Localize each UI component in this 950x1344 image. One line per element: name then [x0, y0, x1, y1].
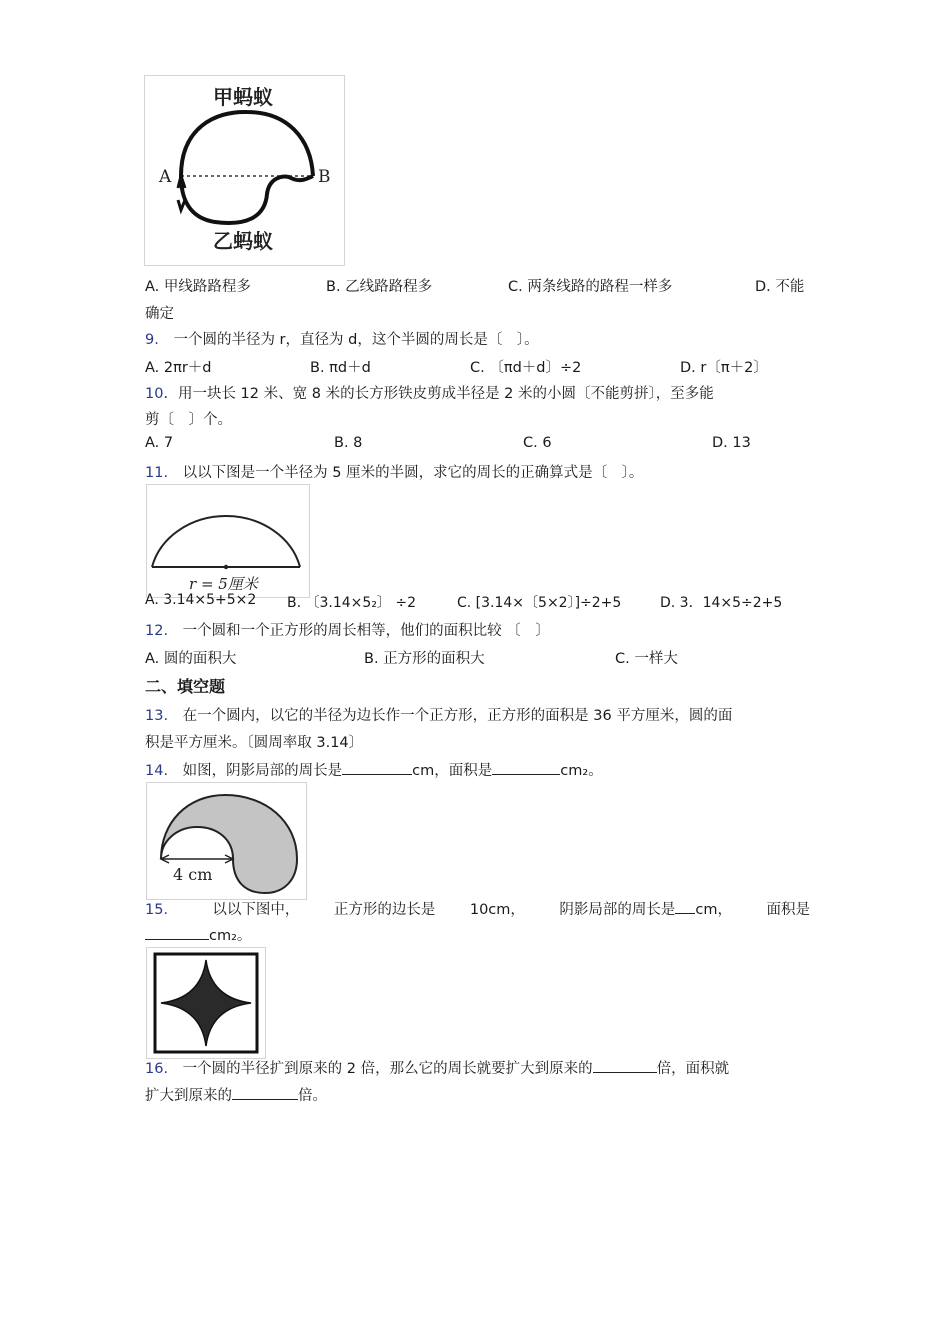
q10-option-d[interactable]: D. 13: [712, 435, 751, 451]
crescent-label: 4 cm: [173, 865, 213, 884]
question-number: 9.: [145, 332, 159, 348]
q16-text-d: 倍。: [298, 1088, 327, 1104]
q14-text-a: 如图，阴影局部的周长是: [182, 763, 343, 779]
q12-option-b[interactable]: B. 正方形的面积大: [364, 651, 485, 667]
q10-text-line2: 剪〔 〕个。: [145, 412, 232, 428]
q15-text-end: cm₂。: [209, 928, 252, 944]
q14-text-b: cm，面积是: [412, 763, 493, 779]
question-number: 13.: [145, 708, 169, 724]
question-number: 16.: [145, 1061, 169, 1077]
q15-word: 以以下图中，: [212, 902, 300, 918]
q11-text: 以以下图是一个半径为 5 厘米的半圆，求它的周长的正确算式是〔 〕。: [182, 465, 644, 481]
q12-option-c[interactable]: C. 一样大: [615, 651, 678, 667]
q8-option-d-wrap: 确定: [145, 306, 174, 322]
q10-option-c[interactable]: C. 6: [523, 435, 552, 451]
q15-area-blank[interactable]: [145, 924, 209, 940]
q16-perimeter-blank[interactable]: [593, 1057, 657, 1073]
question-number: 11.: [145, 465, 169, 481]
q9-option-b[interactable]: B. πd＋d: [310, 360, 371, 376]
semicircle-figure: [146, 484, 310, 598]
figure-label-bottom: 乙蚂蚁: [213, 229, 273, 253]
q10-question: [145, 382, 714, 403]
q9-text: 一个圆的半径为 r，直径为 d，这个半圆的周长是〔 〕。: [173, 332, 539, 348]
q10-option-a[interactable]: A. 7: [145, 435, 174, 451]
question-number: 14.: [145, 763, 169, 779]
figure-label-top: 甲蚂蚁: [213, 85, 273, 109]
q11-option-d[interactable]: D. 3．14×5÷2+5: [660, 595, 783, 611]
q12-text: 一个圆和一个正方形的周长相等，他们的面积比较 〔 〕: [182, 623, 550, 639]
q16-text-a: 一个圆的半径扩到原来的 2 倍，那么它的周长就要扩大到原来的: [182, 1061, 593, 1077]
q14-text-c: cm₂。: [560, 763, 603, 779]
q9-option-c[interactable]: C. 〔πd＋d〕÷2: [470, 360, 582, 376]
q8-option-a[interactable]: A. 甲线路路程多: [145, 279, 251, 295]
q14-question: [145, 759, 603, 780]
q9-question: [145, 328, 539, 349]
question-number: 15．: [145, 902, 178, 918]
figure-label-a: A: [159, 167, 172, 187]
q8-option-c[interactable]: C. 两条线路的路程一样多: [508, 279, 673, 295]
q16-text-b: 倍，面积就: [656, 1061, 730, 1077]
q13-text-line2: 积是平方厘米。〔圆周率取 3.14〕: [145, 735, 364, 751]
figure-label-b: B: [318, 167, 331, 187]
q15-question: [145, 898, 810, 919]
q15-word: 阴影局部的周长是: [559, 902, 676, 918]
q13-question: [145, 704, 732, 725]
q14-area-blank[interactable]: [492, 759, 560, 775]
q11-question: [145, 461, 643, 482]
q16-line2: [145, 1084, 327, 1105]
q10-option-b[interactable]: B. 8: [334, 435, 363, 451]
ant-path-figure: [144, 75, 345, 266]
q10-text-line1: ．用一块长 12 米、宽 8 米的长方形铁皮剪成半径是 2 米的小圆〔不能剪拼〕，至多能: [163, 386, 714, 402]
square-star-figure: [146, 947, 266, 1059]
q15-word: 正方形的边长是: [333, 902, 436, 918]
q15-line2: [145, 924, 251, 945]
q13-text-line1: 在一个圆内，以它的半径为边长作一个正方形，正方形的面积是 36 平方厘米，圆的面: [182, 708, 733, 724]
q11-option-b[interactable]: B. 〔3.14×5₂〕 ÷2: [287, 595, 417, 611]
q9-option-d[interactable]: D. r〔π＋2〕: [680, 360, 768, 376]
q11-option-a[interactable]: A. 3.14×5+5×2: [145, 592, 257, 608]
q9-option-a[interactable]: A. 2πr＋d: [145, 360, 212, 376]
q12-question: [145, 619, 550, 640]
section-title: 二、填空题: [145, 677, 226, 696]
shaded-crescent-figure: [146, 782, 307, 900]
q11-option-c[interactable]: C. [3.14×〔5×2〕]÷2+5: [457, 595, 622, 611]
q14-perimeter-blank[interactable]: [342, 759, 412, 775]
q8-option-b[interactable]: B. 乙线路路程多: [326, 279, 433, 295]
question-number: 12.: [145, 623, 169, 639]
q15-word: 10cm，: [469, 902, 525, 918]
q16-text-c: 扩大到原来的: [145, 1088, 232, 1104]
semicircle-label: r = 5厘米: [189, 575, 258, 593]
q16-area-blank[interactable]: [232, 1084, 298, 1100]
q15-word: cm，: [695, 902, 732, 918]
q12-option-a[interactable]: A. 圆的面积大: [145, 651, 237, 667]
q15-word: 面积是: [766, 902, 810, 918]
q16-question: [145, 1057, 729, 1078]
q8-option-d[interactable]: D. 不能: [755, 279, 805, 295]
q15-perimeter-blank[interactable]: [675, 898, 695, 914]
question-number: 10: [145, 386, 164, 402]
